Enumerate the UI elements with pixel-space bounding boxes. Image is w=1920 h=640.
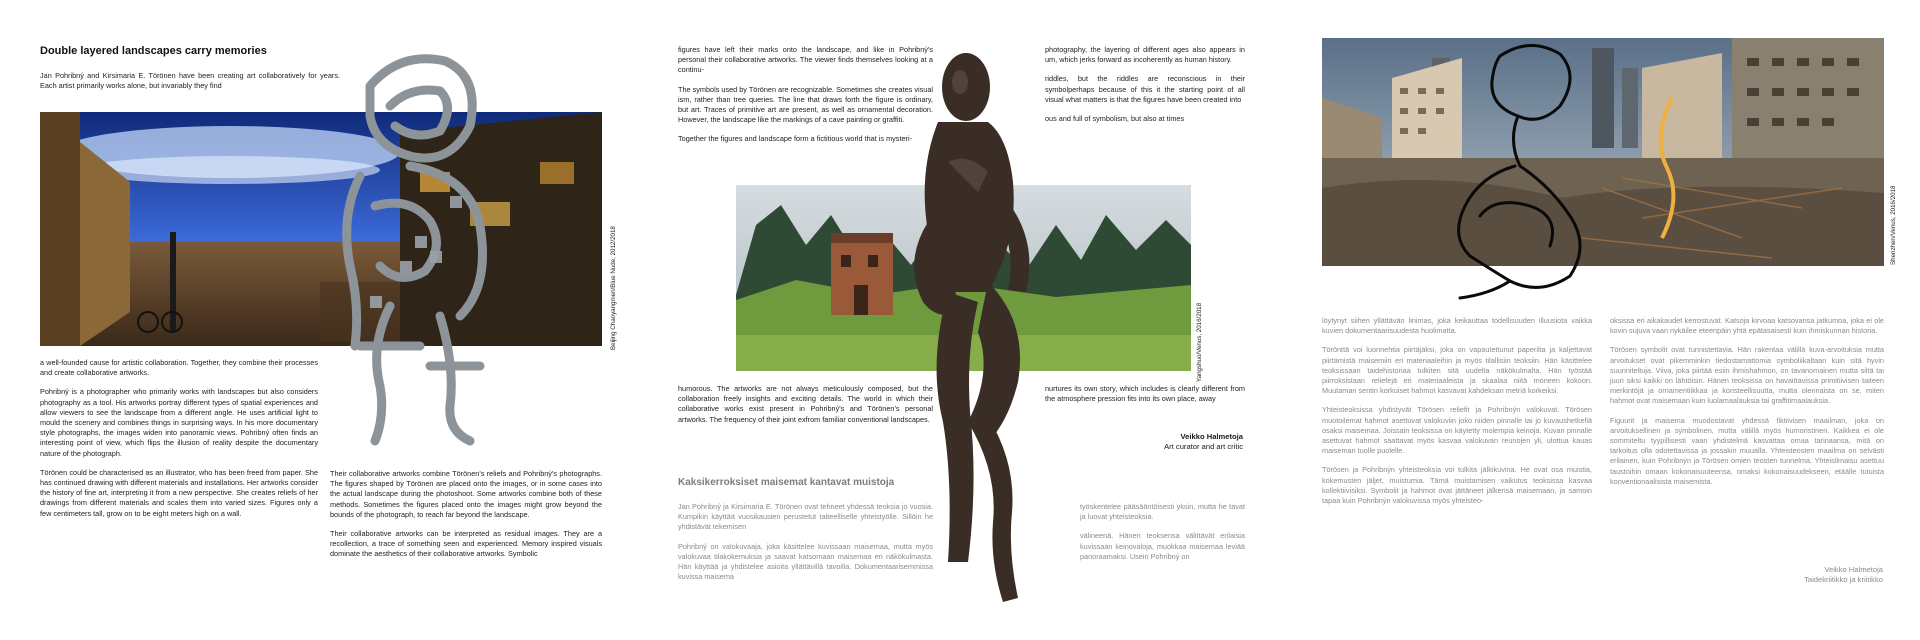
continuation-column-right	[1045, 45, 1245, 133]
page-spread-right	[1280, 0, 1920, 640]
paragraph: a well-founded cause for artistic collaboration. Together, they combine their processes and create collaborative artworks.	[40, 358, 318, 378]
paragraph: Pohribný on valokuvaaja, joka käsittelee kuvissaan maisemaa, mutta myös valokuvaa tilakokemuksia ja saavat katsomaan maisemaa eri näkökulmasta. Hän käyttää ja yhdistelee asioita yllättävillä tavoilla. Dokumentaarisemmissa kuvissa maisema	[678, 541, 933, 582]
paragraph: Their collaborative artworks combine Törönen's reliefs and Pohribný's photographs. The figures shaped by Törönen are placed onto the images, or in some cases into the actual landscape during the photoshoot. Some artworks combine both of these methods. Sometimes the figures placed onto the images might grow beyond the bounds of the photograph, to reach far beyond the landscape.	[330, 469, 602, 519]
page-spread-left	[0, 0, 640, 640]
photo-credit-yangshuo: Yangshuo/Venus, 2016/2018	[1196, 302, 1203, 382]
paragraph: Törönttä voi luonnehtia piirtäjäksi, joka on vapautettunut paperilta ja kaljettavat piirtämistä maisemiin eri materiaaleihin ja myös tilallisiin teoksiin. Hän käsittelee teoksissaan taidehistoriaa tulkiten sitä uudelta näkökulmalta. Hän työstää piirroksistaan reliefejä eri materiaaleista ja skaalaa niitä moneen kokoon. Muutaman sentin korkuiset hahmot kasvavat kahdeksan metriä korkeiksi.	[1322, 345, 1592, 396]
paragraph: nurtures its own story, which includes is clearly different from the atmosphere pression fits into its own place, away	[1045, 384, 1245, 404]
paragraph: Figuurit ja maisema muodostavat yhdessä fiktiivisen maailman, joka on arvoituksellinen ja symbolinen, mutta välillä myös humoristinen. Kaikkea ei ole sommiteltu tyypillisesti vaan yhdistelmä kasvattaa omaa tarinaansa, mitä on tarkoitus olla odotettavissa ja jossakin muualla. Yhteisteosten maailma on selvästi erilainen, kuin Pohribnýn ja Törösen omien teosten tunnelma. Yhteisilmaisu asettuu taustoihin omaan kokonaisuuteensa, omaksi kokonaisuudekseen, etäälle tutuista konventionaalisista maisemista.	[1610, 415, 1884, 486]
author-name: Veikko Halmetoja	[1180, 432, 1243, 441]
author-signature	[1080, 432, 1243, 452]
paragraph: photography, the layering of different ages also appears in um, which jerks forward as incoherently as human history.	[1045, 45, 1245, 65]
finnish-column-right	[1610, 316, 1884, 496]
paragraph: humorous. The artworks are not always meticulously composed, but the collaboration freely insights and exciting details. The world in which their collaborative works exist present in Pohribný's and Törönen's personal artworks. The frequency of their joint exfrom familiar conventional landscapes.	[678, 384, 933, 424]
paragraph: löytynyt siihen yllättävän linimas, joka keikauttaa todellisuuden illuusiota vaikka kuvien dokumentaarisuudesta huolimatta.	[1322, 316, 1592, 336]
author-signature-fi	[1720, 565, 1883, 585]
paragraph: ous and full of symbolism, but also at times	[1045, 114, 1185, 124]
finnish-column-left	[1322, 316, 1592, 515]
finnish-column-right	[1080, 502, 1245, 571]
paragraph: Their collaborative artworks can be interpreted as residual images. They are a recollection, a trace of something seen and experienced. Memory inspired visuals dominate the aesthetics of their collaborative artworks. Symbolic	[330, 529, 602, 559]
paragraph: figures have left their marks onto the landscape, and like in Pohribný's personal their collaborative artworks. The viewer finds themselves looking at a continu-	[678, 45, 933, 75]
paragraph: Törönen could be characterised as an illustrator, who has been freed from paper. She has continued drawing with different materials and installations. Her artworks consider the history of fine art, interpreting it from a new perspective. She creates reliefs of her drawings from different materials and scales them into varied sizes. Figures only a few centimeters tall, grow on to be eight meters high on a wall.	[40, 467, 318, 518]
paragraph: riddles, but the riddles are reconscious in their symbolperhaps because of this it the starting point of all visual what matters is that the figures have been created into	[1045, 74, 1245, 104]
article-column-right	[330, 469, 602, 569]
paragraph: Jan Pohribný ja Kirsimaria E. Törönen ovat tehneet yhdessä teoksia jo vuosia. Kumpikin käyttää vuosikausien perustetut taiteelliselle yhteistyölle. Sillöin he yhdistävät tekemisen	[678, 502, 933, 532]
paragraph: Törösen symbolit ovat tunnistettavia. Hän rakentaa välillä kuva-arvoituksia mutta arvoitukset ovat pikemminkin tiedostamattomia symboliikaltaan kuin sitä hyvin suunniteltuja. Viiva, joka piirtää esiin ihmishahmon, on tavanomainen mutta siltä tai juuri siksi kaikki on lähtöisin. Hänen teoksissa on havaittavissa primitiivisen taiteen merkintöjä ja ornamentiikkaa ja koristeellisuutta, mutta olennaista on se, miten hahmot ovat maisemaan kuin luolamaalauksia tai graffitimaalauksia.	[1610, 345, 1884, 406]
author-name: Veikko Halmetoja	[1824, 565, 1883, 574]
page-spread-middle	[640, 0, 1280, 640]
paragraph: Together the figures and landscape form a fictitious world that is mysteri-	[678, 134, 913, 144]
text-lower-left	[678, 384, 933, 434]
paragraph: Pohribný is a photographer who primarily works with landscapes but also considers photography as a tool. His artworks portray different types of spatial experiences and allow viewers to see the landscape from a different angle. He uses artificial light to mould the scenery and combines things in surprising ways. In his more documentary style photographs, the images widen into panoramic views. Pohribný often finds an interesting point of view, which flips the illusion of reality despite the documentary nature of the photograph.	[40, 387, 318, 458]
paragraph: Törösen ja Pohribnýn yhteisteoksia voi tulkita jälkikuvina. He ovat osa muistia, kokemusten jäljet, muistumia. Tämä muistamisen vaikutus teoksissa kasvaa kollektiivisiksi. Symbolit ja hahmot ovat jättäneet jälkensä maisemaan, ja samoin tapaa kuin Pohribnýn valokuvissa myös yhteisteo-	[1322, 465, 1592, 506]
paragraph: työskentelee pääsääntöisesti yksin, mutta he tavat ja luovat yhteisteoksia.	[1080, 502, 1245, 522]
article-intro	[40, 71, 340, 100]
text-lower-right	[1045, 384, 1245, 413]
author-role: Taidekriitikko ja kriitikko	[1804, 575, 1883, 584]
beijing-photo	[40, 112, 602, 346]
photo-credit-shenzhen: Shenzhen/Venus, 2016/2018	[1890, 185, 1897, 265]
photo-credit-beijing: Beijing Chaoyangmen/Blue Nude, 2012/2018	[610, 226, 617, 350]
author-role: Art curator and art critic	[1164, 442, 1243, 451]
finnish-title: Kaksikerroksiset maisemat kantavat muistoja	[678, 477, 895, 488]
paragraph: välineenä. Hänen teoksensa välittävät erilaisia kuvissaan keinovaloja, muokkaa maisemaa leviää panoraamaksi. Usein Pohribný on	[1080, 531, 1245, 561]
finnish-column-left	[678, 502, 933, 591]
continuation-column-left	[678, 45, 933, 154]
article-column-left	[40, 358, 318, 528]
article-title: Double layered landscapes carry memories	[40, 45, 267, 57]
line-figure-drawing	[1420, 36, 1620, 306]
steel-figure-cutout	[330, 46, 515, 456]
paragraph: The symbols used by Törönen are recognizable. Sometimes she creates visual ism, rather than tree queries. The line that draws forth the figure is ordinary, but art. Traces of primitive art are present, as well as ornamental decoration. However, the landscape like the markings of a cave painting or graffiti.	[678, 84, 933, 125]
paragraph: oksissa eri aikakaudet kerrostuvat. Katsoja kirvoaa katsovansa jatkumoa, joka ei ole kovin sujuva vaan nykäilee eteenpäin yhtä epätasaisesti kuin ihmiskunnan historia.	[1610, 316, 1884, 336]
paragraph: Yhteisteoksissa yhdistyvät Törösen reliefit ja Pohribnýn valokuvat. Törösen muotoilemat hahmot asettuvat valokuviin joko niiden pinnalle tai jo kuvaushetkellä osaksi maisemaa. Joissain teoksissa on käytetty molempia keinoja. Kuvan pinnalle asettuvat hahmot saattavat myös kasvaa valokuvan reunojen yli, ulottua kauas maiseman tuolle puolelle.	[1322, 405, 1592, 456]
intro-text: Jan Pohribný and Kirsimaria E. Törönen have been creating art collaboratively for years. Each artist primarily works alone, but invariably they find	[40, 71, 340, 91]
